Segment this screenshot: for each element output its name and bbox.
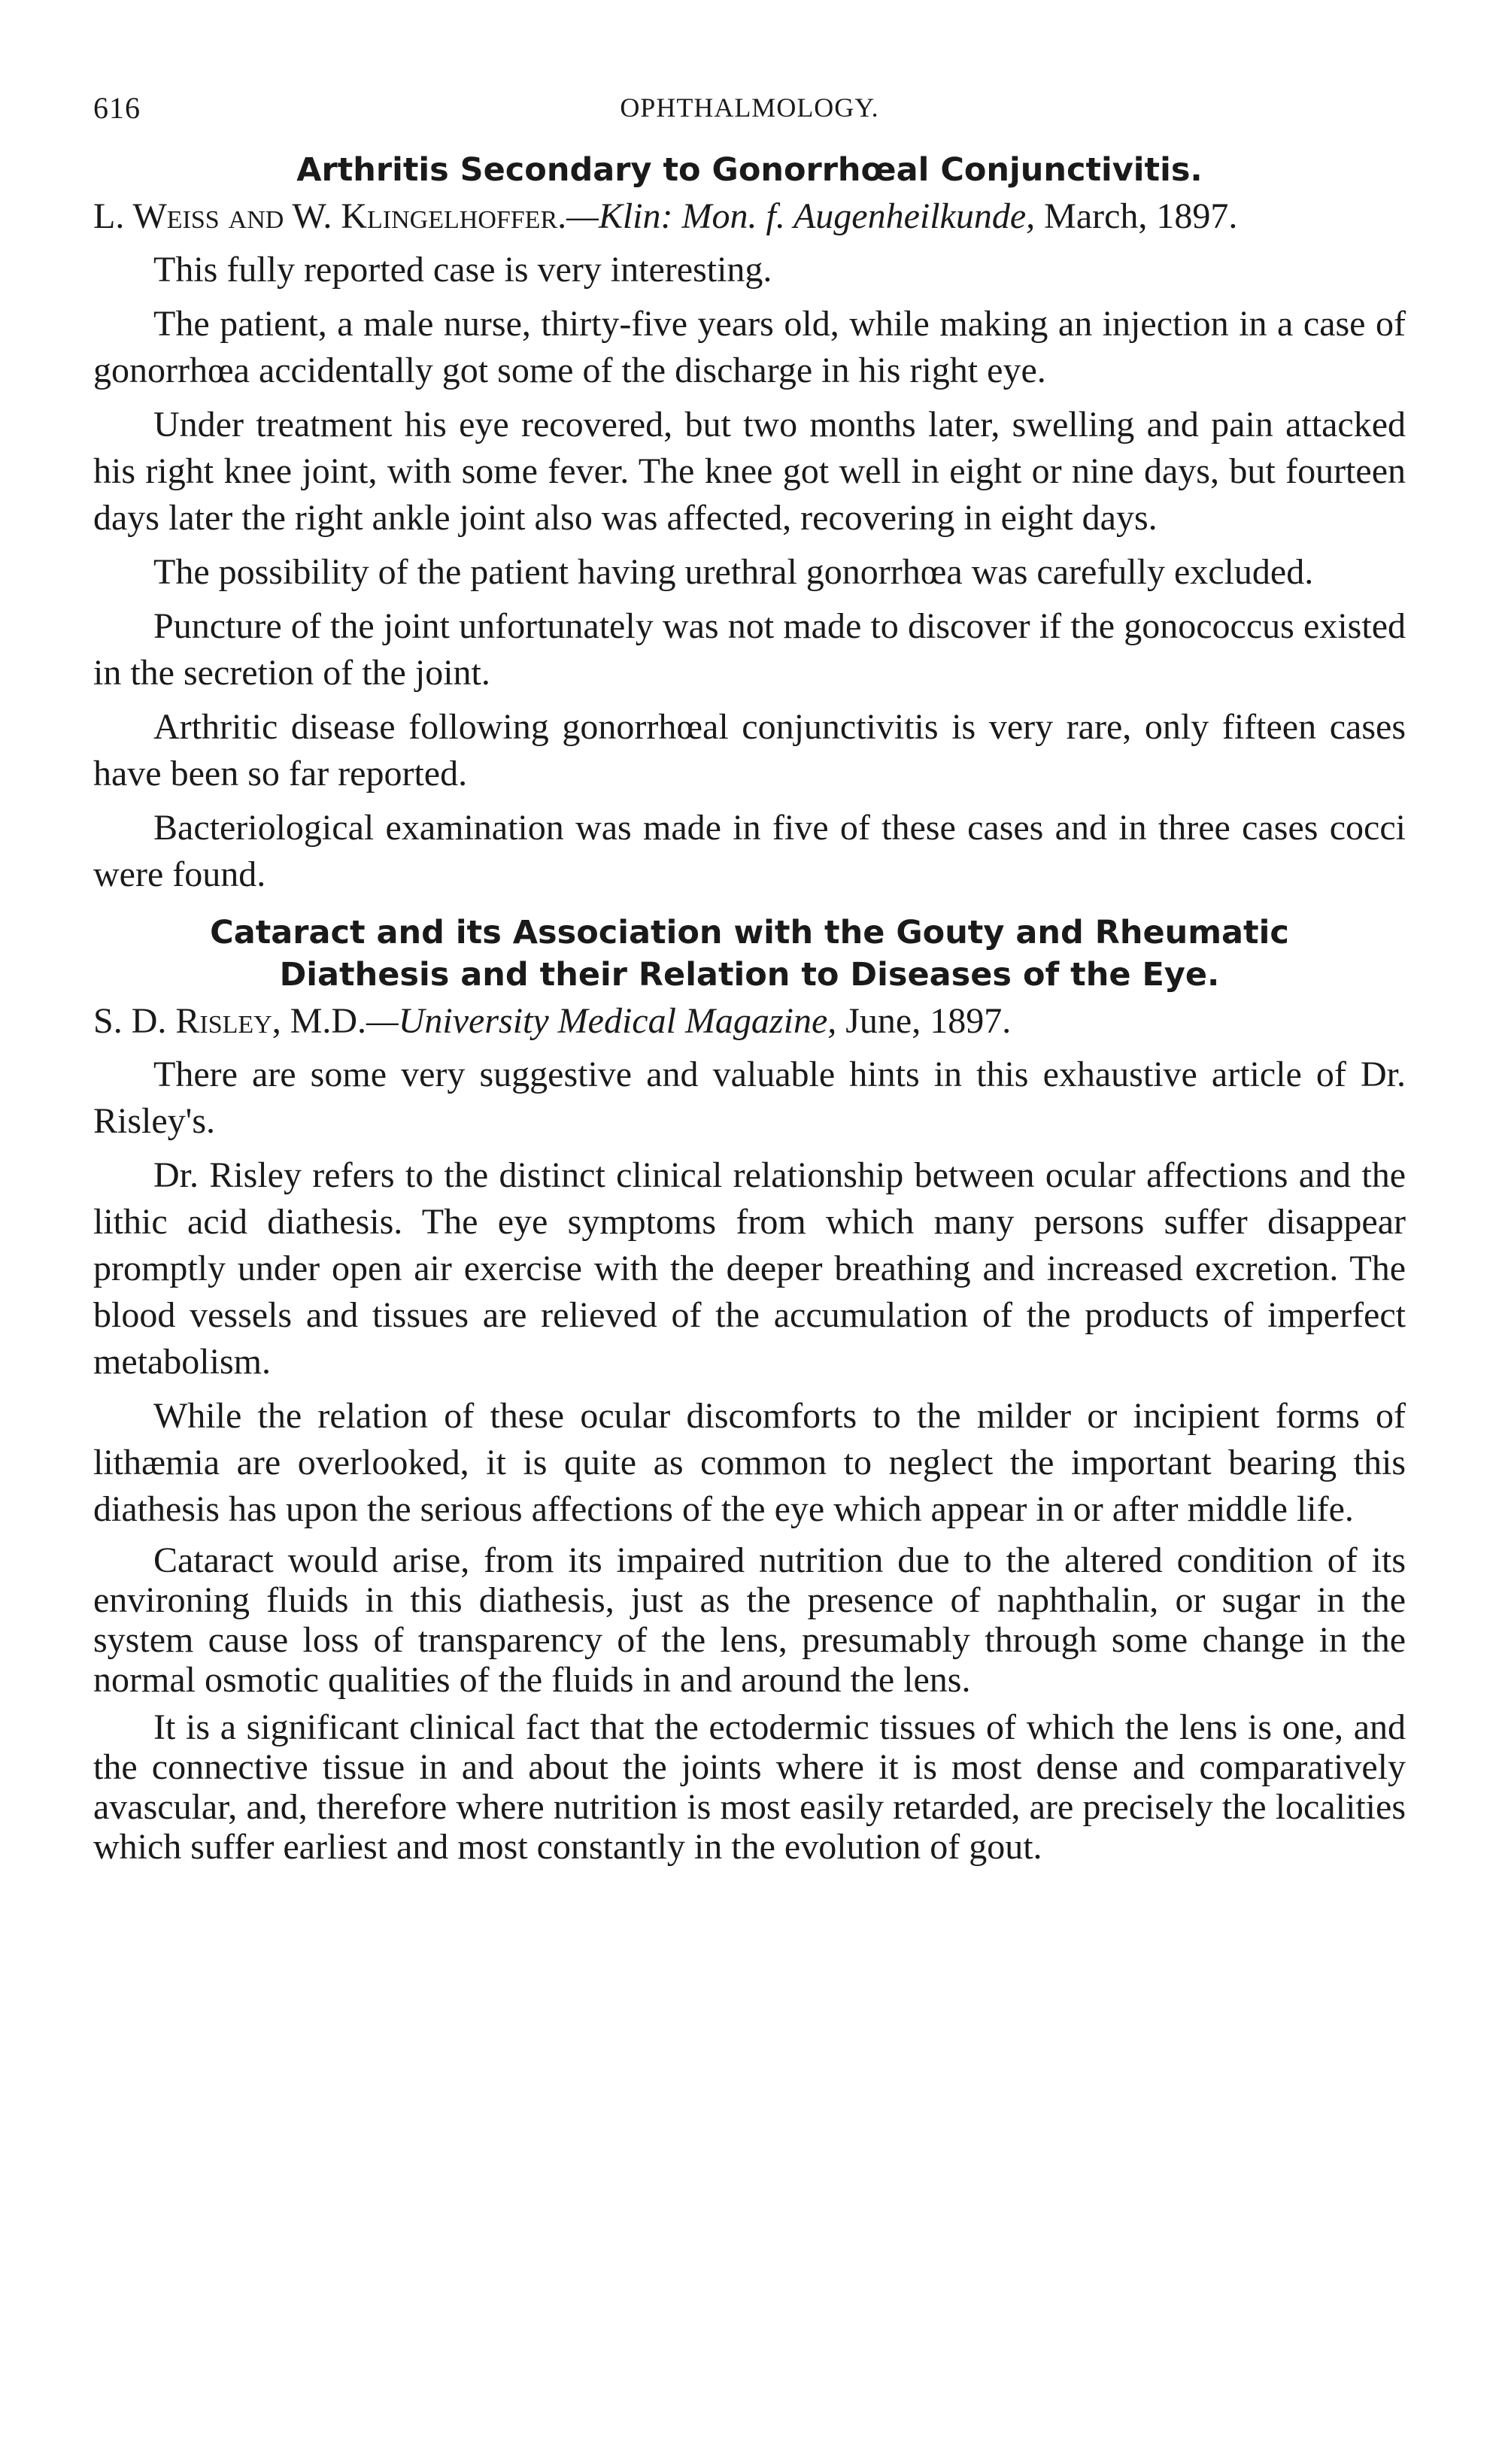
document-page xyxy=(93,90,1406,1867)
article-cataract xyxy=(93,912,1406,1867)
citation-authors: L. Weiss and W. Klingelhoffer. xyxy=(93,196,567,236)
paragraph: It is a significant clinical fact that the ectodermic tissues of which the lens is one, and the connective tissue in and about the joints where it is most dense and comparatively avascular, and, therefore where nutrition is most easily retarded, are precisely the localities which suffer earliest and most constantly in the evolution of gout. xyxy=(93,1707,1406,1867)
citation-authors: S. D. Risley, M.D. xyxy=(93,1001,367,1041)
paragraph: Puncture of the joint unfortunately was not made to discover if the gonococcus existed in the secretion of the joint. xyxy=(93,606,1406,693)
article-citation xyxy=(93,194,1406,239)
article-title xyxy=(93,912,1406,996)
paragraph: This fully reported case is very interesting. xyxy=(153,250,772,290)
paragraph: Bacteriological examination was made in five of these cases and in three cases cocci were found. xyxy=(93,808,1406,894)
running-title: OPHTHALMOLOGY. xyxy=(620,93,879,123)
citation-date: June, 1897. xyxy=(836,1001,1012,1041)
running-head xyxy=(93,90,1406,135)
article-title-line: Diathesis and their Relation to Diseases of the Eye. xyxy=(279,956,1220,994)
paragraph: The patient, a male nurse, thirty-five years old, while making an injection in a case of gonorrhœa accidentally got some of the discharge in his right eye. xyxy=(93,304,1406,390)
article-citation xyxy=(93,999,1406,1044)
paragraph: There are some very suggestive and valuable hints in this exhaustive article of Dr. Risley's. xyxy=(93,1054,1406,1141)
citation-source: —Klin: Mon. f. Augenheilkunde, xyxy=(566,196,1036,236)
paragraph: While the relation of these ocular discomforts to the milder or incipient forms of lithæmia are overlooked, it is quite as common to neglect the important bearing this diathesis has upon the serious affections of the eye which appear in or after middle life. xyxy=(93,1396,1406,1529)
article-title-line: Cataract and its Association with the Gouty and Rheumatic xyxy=(210,914,1289,951)
page-number: 616 xyxy=(93,91,141,125)
paragraph: Dr. Risley refers to the distinct clinical relationship between ocular affections and the lithic acid diathesis. The eye symptoms from which many persons suffer disappear promptly under open air exercise with the deeper breathing and increased excretion. The blood vessels and tissues are relieved of the accumulation of the products of imperfect metabolism. xyxy=(93,1155,1406,1382)
article-title: Arthritis Secondary to Gonorrhœal Conjunctivitis. xyxy=(296,151,1203,189)
article-arthritis xyxy=(93,149,1406,898)
paragraph: Cataract would arise, from its impaired nutrition due to the altered condition of its environing fluids in this diathesis, just as the presence of naphthalin, or sugar in the system cause loss of transparency of the lens, presumably through some change in the normal osmotic qualities of the fluids in and around the lens. xyxy=(93,1540,1406,1700)
citation-date: March, 1897. xyxy=(1035,196,1238,236)
paragraph: Under treatment his eye recovered, but two months later, swelling and pain attacked his right knee joint, with some fever. The knee got well in eight or nine days, but fourteen days later the right ankle joint also was affected, recovering in eight days. xyxy=(93,405,1406,538)
paragraph: Arthritic disease following gonorrhœal conjunctivitis is very rare, only fifteen cases have been so far reported. xyxy=(93,707,1406,794)
paragraph: The possibility of the patient having urethral gonorrhœa was carefully excluded. xyxy=(153,552,1314,592)
citation-source: —University Medical Magazine, xyxy=(366,1001,837,1041)
